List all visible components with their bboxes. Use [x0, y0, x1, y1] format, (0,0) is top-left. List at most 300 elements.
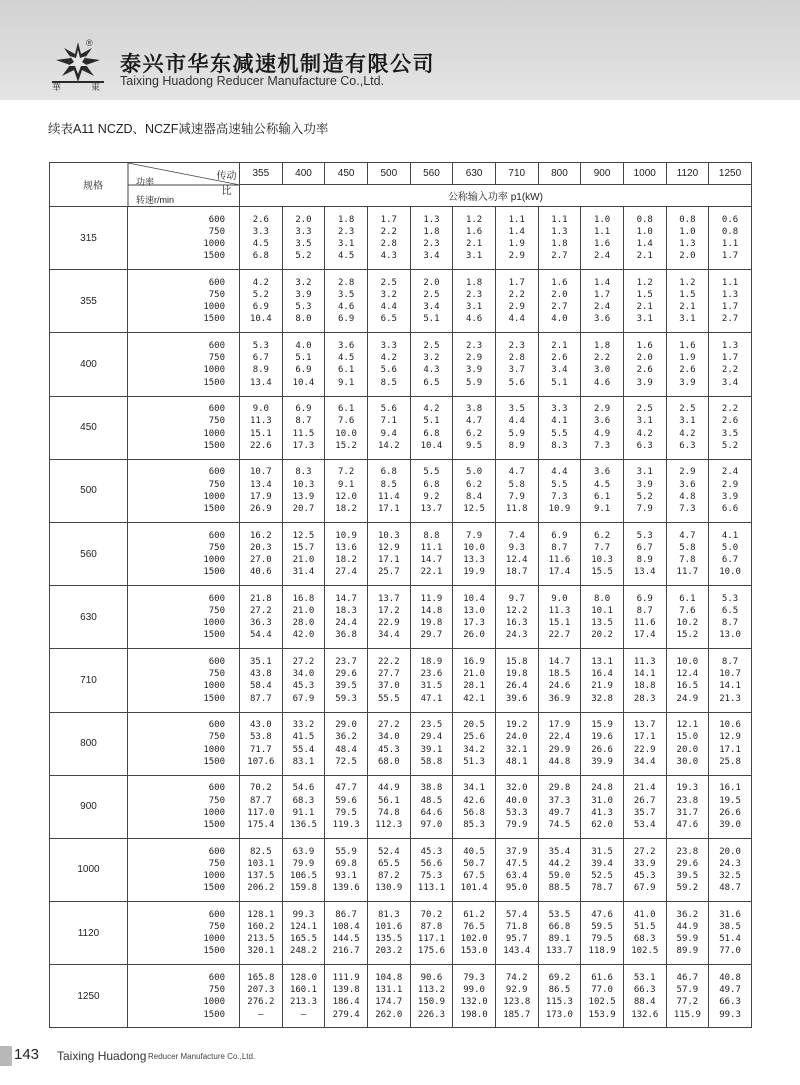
power-value: 69.8 [335, 858, 357, 869]
power-value: 12.1 [676, 720, 699, 731]
power-cell [410, 207, 453, 270]
power-value: 17.3 [292, 440, 315, 451]
power-cell [410, 270, 453, 333]
power-value: 3.7 [508, 365, 525, 376]
power-value: 28.0 [292, 618, 315, 629]
power-cell [453, 902, 496, 965]
power-value: 23.7 [335, 657, 357, 667]
power-cell [666, 396, 709, 459]
power-cell [666, 775, 709, 838]
speed-value: 750 [208, 606, 225, 617]
power-value: 8.3 [295, 467, 312, 478]
power-value: 19.5 [719, 795, 741, 806]
power-value: 12.9 [719, 732, 741, 743]
power-value: 118.9 [588, 946, 616, 957]
power-cell [495, 965, 538, 1028]
power-cell [410, 649, 453, 712]
power-value: 128.1 [247, 909, 275, 920]
power-value: 20.0 [676, 744, 699, 755]
power-value: 144.5 [332, 934, 360, 945]
power-cell [666, 459, 709, 522]
logo-char-dong: 東 [90, 82, 100, 92]
power-cell [538, 459, 581, 522]
power-value: 117.1 [417, 934, 445, 945]
power-value: 10.4 [249, 314, 272, 325]
power-value: 23.5 [420, 720, 443, 731]
speed-value: 1500 [203, 1009, 225, 1020]
power-value: 106.5 [289, 870, 318, 881]
power-cell [623, 586, 666, 649]
power-value: 35.7 [633, 807, 656, 818]
power-value: 111.9 [332, 972, 360, 983]
speed-cell [128, 838, 240, 901]
power-value: 3.6 [679, 479, 696, 490]
power-cell [495, 586, 538, 649]
power-cell [623, 775, 666, 838]
power-value: 19.8 [505, 669, 528, 680]
power-value: 36.8 [335, 630, 357, 641]
speed-value: 1000 [203, 934, 225, 945]
power-value: 86.5 [548, 985, 571, 996]
power-value: 8.4 [465, 491, 483, 502]
power-value: 2.3 [338, 226, 355, 237]
power-value: 39.6 [505, 693, 528, 704]
power-value: 20.3 [249, 542, 272, 553]
power-value: 16.8 [292, 593, 315, 604]
power-cell [453, 459, 496, 522]
power-value: 17.9 [548, 720, 571, 731]
power-value: 92.9 [505, 985, 528, 996]
power-value: 1.4 [508, 226, 525, 237]
power-value: 26.6 [591, 744, 613, 755]
power-value: 29.0 [335, 720, 357, 731]
power-value: 1.1 [593, 226, 611, 237]
power-value: 31.5 [420, 681, 443, 692]
power-value: 15.2 [335, 440, 357, 451]
power-value: 3.9 [636, 479, 653, 490]
power-cell [282, 902, 325, 965]
power-value: 17.1 [377, 555, 400, 566]
power-value: 13.0 [463, 606, 485, 617]
power-value: 37.0 [377, 681, 400, 692]
power-value: 2.3 [423, 239, 440, 250]
power-value: 3.9 [721, 491, 739, 502]
power-value: 5.0 [721, 542, 739, 553]
power-value: 13.7 [420, 504, 443, 515]
power-value: 6.5 [721, 606, 739, 617]
power-value: 46.7 [676, 972, 699, 983]
power-value: 19.2 [505, 720, 528, 731]
power-value: 13.4 [249, 377, 272, 388]
company-name-cn: 泰兴市华东减速机制造有限公司 [120, 53, 435, 76]
unit-label: 公称输入功率 p1(kW) [240, 185, 752, 207]
power-value: 13.6 [335, 542, 357, 553]
power-value: 104.8 [375, 972, 403, 983]
power-value: 31.7 [676, 807, 699, 818]
power-value: 115.9 [673, 1009, 701, 1020]
power-value: 175.4 [247, 819, 275, 830]
power-value: 22.6 [249, 440, 272, 451]
power-value: 4.0 [551, 314, 568, 325]
power-value: 2.6 [551, 353, 568, 364]
power-cell [581, 522, 624, 585]
power-cell [581, 333, 624, 396]
power-value: 10.9 [548, 504, 571, 515]
power-cell [709, 902, 752, 965]
power-value: 5.6 [508, 377, 525, 388]
power-value: 117.0 [247, 807, 275, 818]
power-value: 2.9 [679, 467, 696, 478]
speed-value: 750 [208, 921, 225, 932]
ratio-header: 800 [538, 163, 581, 185]
power-cell [495, 649, 538, 712]
power-value: 53.4 [633, 819, 656, 830]
power-value: 0.8 [721, 226, 739, 237]
company-name-en: Taixing Huadong Reducer Manufacture Co.,Ltd. [120, 74, 385, 88]
power-value: 107.6 [247, 756, 275, 767]
power-value: 5.9 [465, 377, 483, 388]
power-value: 2.8 [338, 277, 355, 288]
speed-value: 600 [208, 909, 225, 920]
power-value: 11.6 [548, 555, 571, 566]
power-value: 14.1 [719, 681, 741, 692]
power-value: 14.7 [548, 657, 571, 667]
speed-value: 1000 [203, 365, 225, 376]
power-cell [538, 270, 581, 333]
power-cell [410, 522, 453, 585]
power-cell [410, 965, 453, 1028]
power-value: 47.5 [505, 858, 528, 869]
power-value: 93.1 [335, 870, 357, 881]
speed-value: 600 [208, 972, 225, 983]
power-cell [581, 965, 624, 1028]
power-value: 63.4 [505, 870, 528, 881]
power-value: 48.1 [505, 756, 528, 767]
power-value: 101.6 [375, 921, 403, 932]
power-value: 9.0 [252, 404, 269, 415]
power-value: 16.5 [676, 681, 699, 692]
ratio-header: 560 [410, 163, 453, 185]
power-value: 90.6 [420, 972, 443, 983]
power-value: 279.4 [332, 1009, 360, 1020]
power-value: 1.9 [679, 353, 696, 364]
power-value: 6.1 [593, 491, 611, 502]
power-value: 4.4 [551, 467, 568, 478]
power-cell [325, 775, 368, 838]
speed-value: 750 [208, 795, 225, 806]
power-value: 23.8 [676, 795, 699, 806]
power-value: 7.9 [636, 504, 653, 515]
power-value: 130.9 [375, 883, 403, 894]
power-value: 57.4 [505, 909, 528, 920]
power-value: 26.0 [463, 630, 485, 641]
power-value: 6.8 [423, 428, 440, 439]
power-value: 8.7 [636, 606, 653, 617]
power-value: 40.5 [463, 846, 485, 857]
power-value: 5.6 [380, 365, 397, 376]
power-value: 5.3 [721, 593, 739, 604]
power-value: 16.1 [719, 783, 741, 794]
size-cell: 710 [50, 649, 128, 712]
power-value: 66.8 [548, 921, 571, 932]
power-value: 21.9 [591, 681, 613, 692]
power-cell [282, 333, 325, 396]
power-value: 5.5 [551, 479, 568, 490]
power-value: 49.7 [719, 985, 741, 996]
power-value: 53.8 [249, 732, 272, 743]
power-value: 4.2 [679, 428, 696, 439]
power-value: 9.1 [593, 504, 611, 515]
power-value: 18.5 [548, 669, 571, 680]
power-value: 3.6 [593, 467, 611, 478]
power-cell [367, 712, 410, 775]
power-cell [410, 586, 453, 649]
power-value: 1.8 [465, 277, 483, 288]
power-value: 2.7 [551, 251, 568, 262]
power-value: 32.1 [505, 744, 528, 755]
power-value: 2.6 [721, 416, 739, 427]
power-value: 99.3 [719, 1009, 741, 1020]
power-value: 2.1 [551, 341, 568, 352]
power-value: 77.0 [719, 946, 741, 957]
power-value: 4.5 [338, 251, 355, 262]
power-value: 8.8 [423, 530, 440, 541]
power-value: 9.3 [508, 542, 525, 553]
footer-brand: Taixing Huadong [57, 1049, 147, 1063]
power-cell [495, 838, 538, 901]
power-value: 95.0 [505, 883, 528, 894]
footer-tail: Reducer Manufacture Co.,Ltd. [148, 1052, 256, 1061]
speed-value: 600 [208, 720, 225, 731]
power-value: 67.9 [633, 883, 656, 894]
power-value: 3.1 [679, 314, 696, 325]
table-row [50, 902, 752, 965]
power-value: 132.0 [460, 997, 488, 1008]
power-value: 10.7 [249, 467, 272, 478]
ratio-header: 1000 [623, 163, 666, 185]
power-value: 4.1 [551, 416, 568, 427]
size-cell: 450 [50, 396, 128, 459]
speed-cell [128, 270, 240, 333]
power-value: 165.5 [289, 934, 318, 945]
power-value: 58.8 [420, 756, 443, 767]
table-row [50, 522, 752, 585]
power-value: 6.9 [636, 593, 653, 604]
speed-cell [128, 649, 240, 712]
power-value: 68.3 [633, 934, 656, 945]
power-value: 2.1 [465, 239, 483, 250]
power-value: 139.8 [332, 985, 360, 996]
power-value: 17.2 [377, 606, 400, 617]
power-value: 6.9 [295, 365, 312, 376]
power-value: 32.0 [505, 783, 528, 794]
power-cell [282, 838, 325, 901]
power-value: 153.0 [460, 946, 488, 957]
power-value: 3.9 [465, 365, 483, 376]
power-value: 14.8 [420, 606, 443, 617]
power-value: 102.5 [631, 946, 659, 957]
power-value: 86.7 [335, 909, 357, 920]
power-cell [709, 775, 752, 838]
power-value: 8.0 [295, 314, 312, 325]
power-value: 18.7 [505, 567, 528, 578]
power-value: 6.8 [423, 479, 440, 490]
logo-char-hua: 華 [52, 82, 62, 92]
power-value: 81.3 [377, 909, 400, 920]
power-value: 8.9 [636, 555, 653, 566]
power-value: 20.2 [591, 630, 613, 641]
power-value: 175.6 [417, 946, 445, 957]
power-value: 213.5 [247, 934, 275, 945]
power-value: 22.4 [548, 732, 571, 743]
power-value: 33.2 [292, 720, 315, 731]
power-value: 8.3 [551, 440, 568, 451]
power-cell [538, 586, 581, 649]
power-value: 1.6 [636, 341, 653, 352]
size-cell: 400 [50, 333, 128, 396]
power-cell [325, 649, 368, 712]
power-value: 95.7 [505, 934, 528, 945]
power-value: 0.6 [721, 214, 739, 225]
power-value: 1.7 [721, 302, 739, 313]
power-cell [581, 838, 624, 901]
power-value: 115.3 [545, 997, 573, 1008]
power-value: 2.2 [721, 365, 739, 376]
power-cell [410, 902, 453, 965]
power-value: 16.4 [591, 669, 613, 680]
power-value: 19.8 [420, 618, 443, 629]
power-value: 18.8 [633, 681, 656, 692]
power-value: 13.4 [633, 567, 656, 578]
power-cell [282, 522, 325, 585]
size-cell: 800 [50, 712, 128, 775]
power-value: 22.9 [633, 744, 656, 755]
power-value: 55.4 [292, 744, 315, 755]
power-cell [666, 207, 709, 270]
power-cell [325, 396, 368, 459]
power-cell [623, 838, 666, 901]
speed-cell [128, 333, 240, 396]
power-value: 64.6 [420, 807, 443, 818]
power-value: 12.5 [292, 530, 315, 541]
power-value: 24.3 [719, 858, 741, 869]
power-value: 2.3 [465, 341, 483, 352]
power-value: 25.8 [719, 756, 741, 767]
power-cell [581, 902, 624, 965]
power-value: 160.1 [289, 985, 318, 996]
power-value: 11.3 [548, 606, 571, 617]
power-cell [581, 649, 624, 712]
power-cell [666, 586, 709, 649]
power-value: 2.9 [593, 404, 611, 415]
power-value: 22.2 [377, 657, 400, 667]
power-value: 59.9 [676, 934, 699, 945]
power-cell [495, 522, 538, 585]
power-value: 79.5 [591, 934, 613, 945]
power-value: 89.9 [676, 946, 699, 957]
power-value: 49.7 [548, 807, 571, 818]
power-value: 24.0 [505, 732, 528, 743]
power-value: 6.1 [338, 404, 355, 415]
power-value: 27.2 [633, 846, 656, 857]
power-value: 69.2 [548, 972, 571, 983]
power-value: 27.2 [249, 606, 272, 617]
power-cell [666, 965, 709, 1028]
power-value: 2.5 [423, 290, 440, 301]
power-value: 34.4 [633, 756, 656, 767]
power-value: 35.4 [548, 846, 571, 857]
power-cell [495, 775, 538, 838]
power-value: 119.3 [332, 819, 360, 830]
power-value: 21.4 [633, 783, 656, 794]
power-value: 2.8 [508, 353, 525, 364]
power-value: 4.4 [508, 314, 525, 325]
power-cell [495, 333, 538, 396]
power-cell [623, 333, 666, 396]
power-value: 42.6 [463, 795, 485, 806]
speed-value: 750 [208, 479, 225, 490]
power-value: 186.4 [332, 997, 360, 1008]
power-value: 3.1 [338, 239, 355, 250]
power-value: 3.5 [295, 239, 312, 250]
power-value: 42.1 [463, 693, 485, 704]
power-value: 17.1 [633, 732, 656, 743]
power-value: 25.7 [377, 567, 400, 578]
power-cell [623, 902, 666, 965]
power-value: 1.3 [721, 341, 739, 352]
power-value: 3.6 [338, 341, 355, 352]
power-cell [709, 838, 752, 901]
power-value: 8.9 [252, 365, 269, 376]
table-row [50, 775, 752, 838]
size-cell: 355 [50, 270, 128, 333]
speed-value: 1500 [203, 946, 225, 957]
power-value: 11.7 [676, 567, 699, 578]
power-value: 24.8 [591, 783, 613, 794]
power-value: 13.4 [249, 479, 272, 490]
power-value: 10.9 [335, 530, 357, 541]
power-value: 12.2 [505, 606, 528, 617]
power-value: 3.9 [636, 377, 653, 388]
power-value: 87.2 [377, 870, 400, 881]
power-value: 113.1 [417, 883, 445, 894]
power-value: 207.3 [247, 985, 275, 996]
power-value: 4.1 [721, 530, 739, 541]
power-value: 36.2 [676, 909, 699, 920]
power-cell [410, 712, 453, 775]
power-value: 63.9 [292, 846, 315, 857]
power-value: 31.0 [591, 795, 613, 806]
power-value: 66.3 [633, 985, 656, 996]
power-cell [325, 459, 368, 522]
power-value: 213.3 [289, 997, 318, 1008]
power-cell [325, 270, 368, 333]
power-cell [240, 775, 283, 838]
power-value: 58.4 [249, 681, 272, 692]
power-cell [623, 522, 666, 585]
power-value: 8.7 [551, 542, 568, 553]
power-value: 10.0 [335, 428, 357, 439]
power-value: 6.2 [593, 530, 611, 541]
power-cell [282, 270, 325, 333]
table-corner-header [50, 163, 240, 207]
power-value: 5.3 [295, 302, 312, 313]
power-value: 47.1 [420, 693, 443, 704]
power-value: 15.7 [292, 542, 315, 553]
power-value: 51.5 [633, 921, 656, 932]
power-value: 99.3 [292, 909, 315, 920]
power-value: 59.6 [335, 795, 357, 806]
